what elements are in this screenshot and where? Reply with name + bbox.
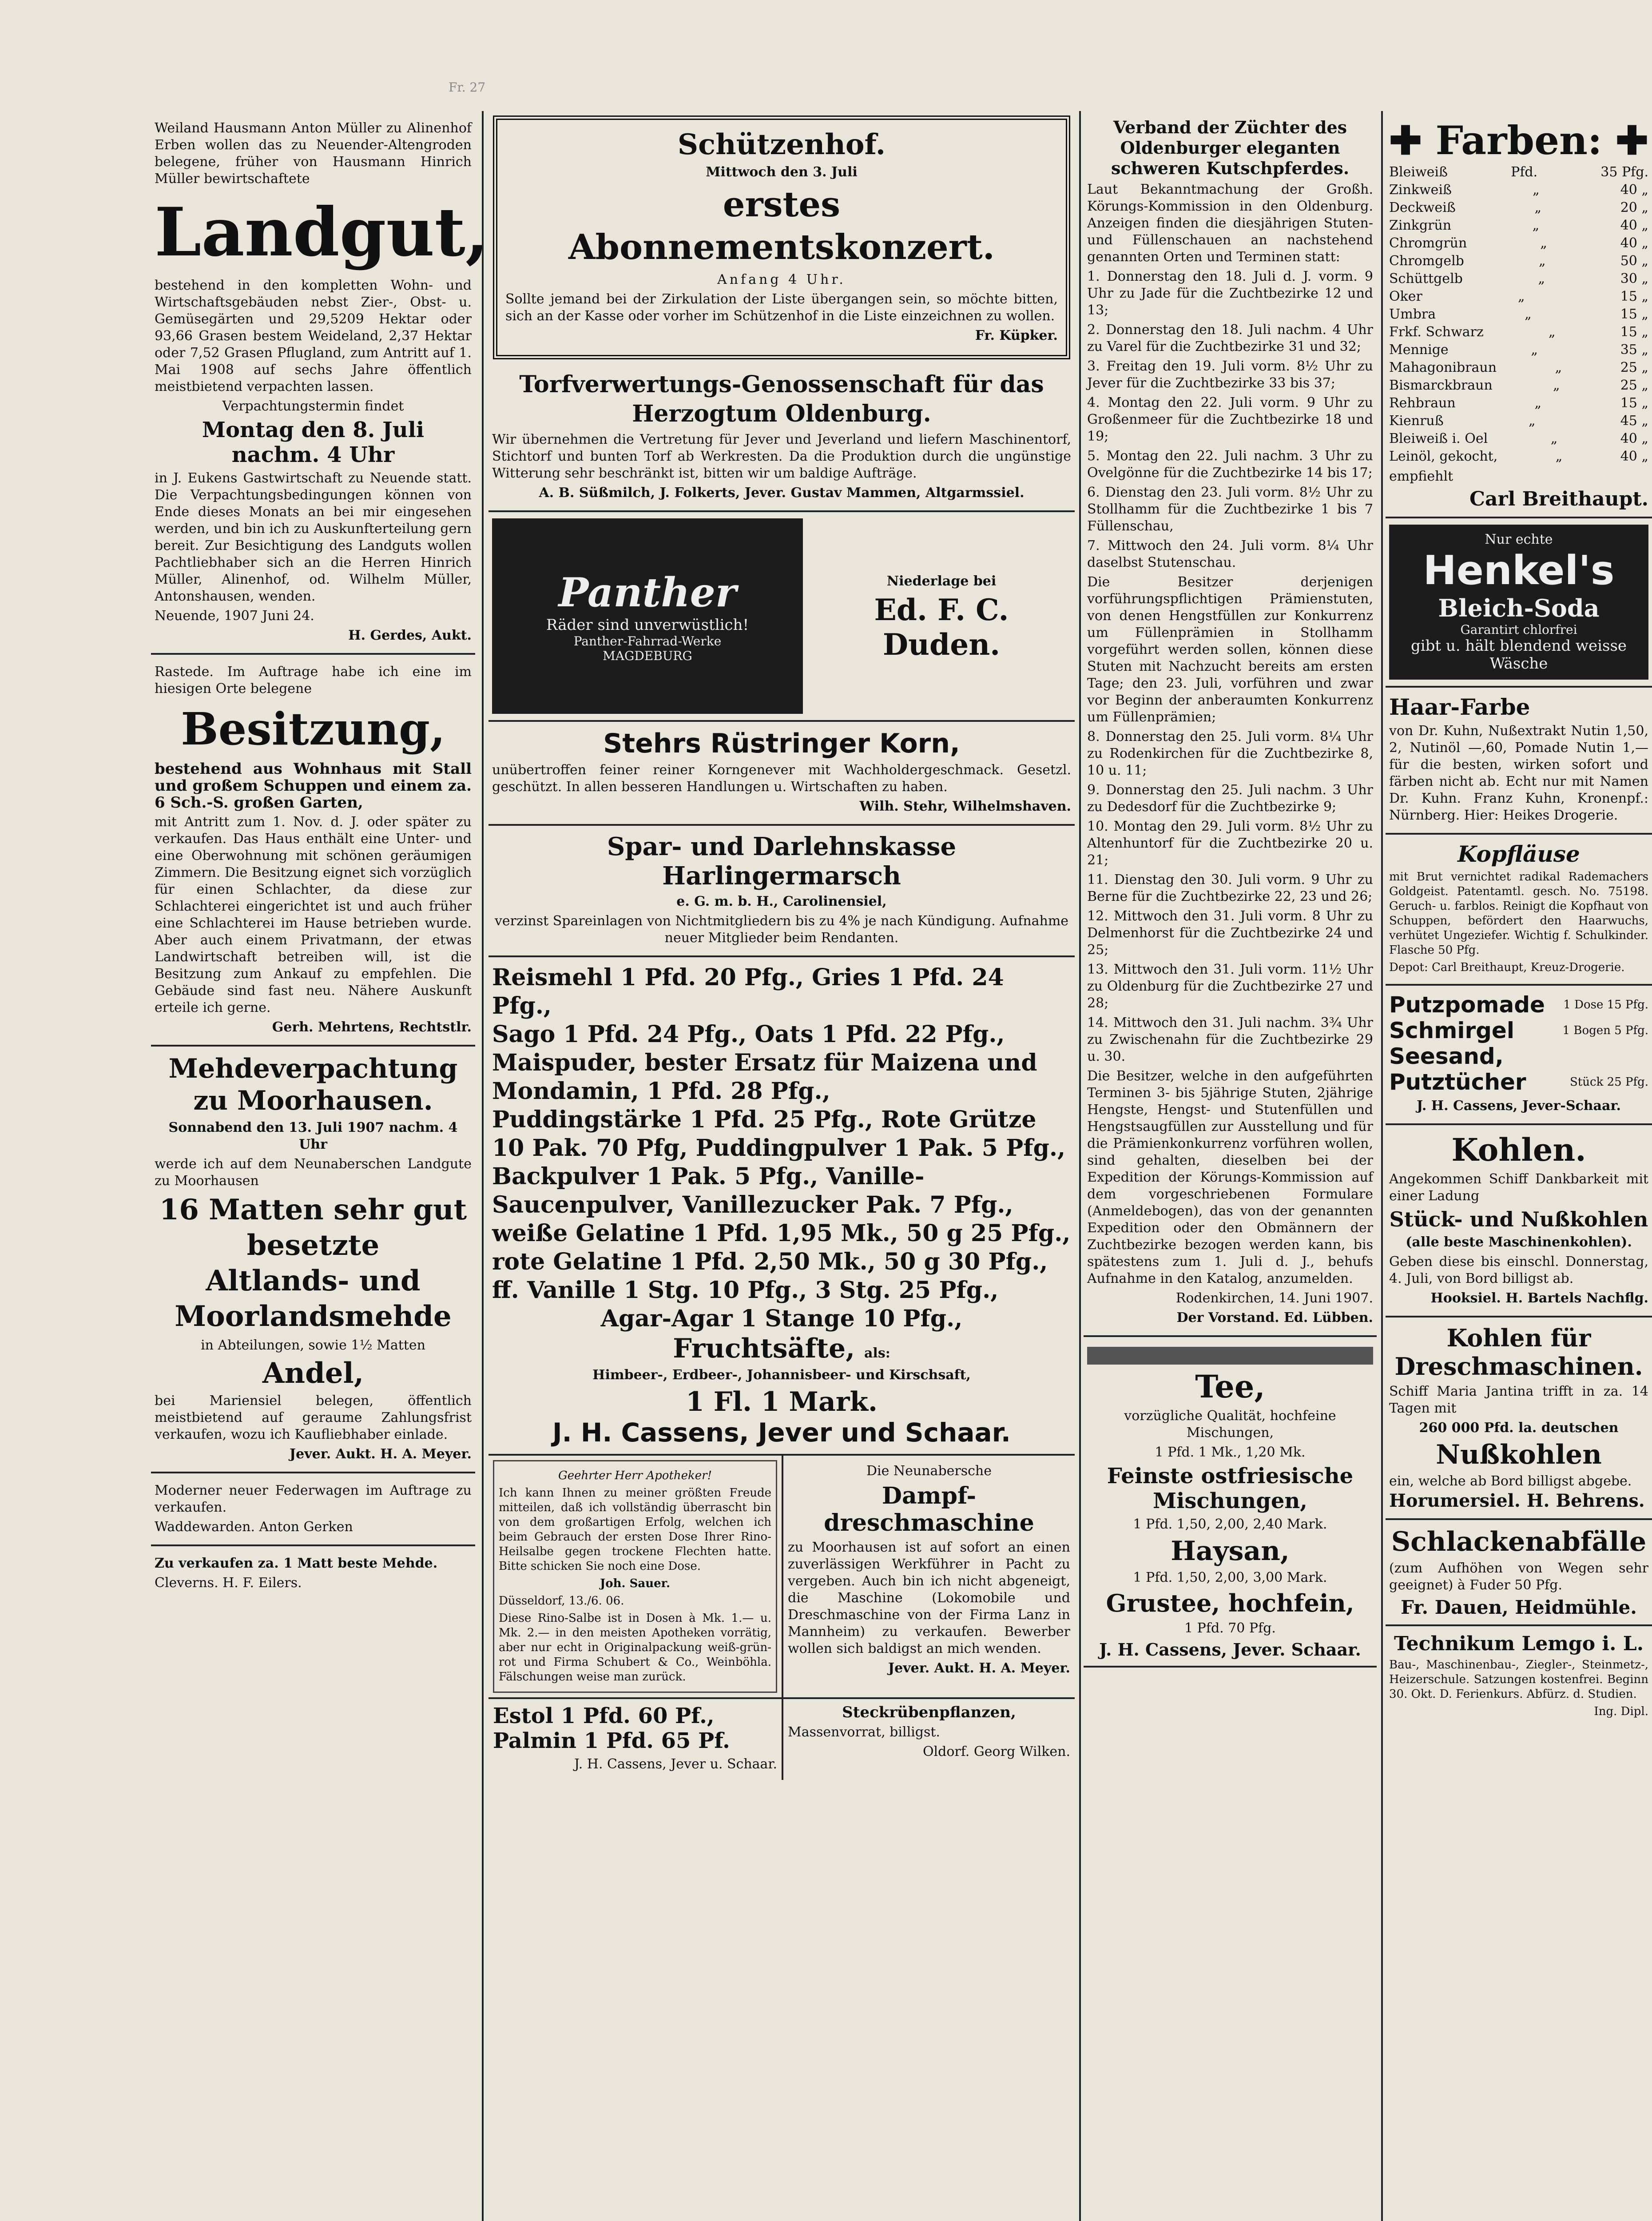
panther-slogan: Räder sind unverwüstlich!: [546, 616, 749, 634]
besitzung-ad: [151, 655, 475, 1047]
panther-illustration: [492, 518, 803, 714]
kohlen-big: Stück- und Nußkohlen: [1389, 1207, 1648, 1231]
federwagen-signature: Waddewarden. Anton Gerken: [155, 1519, 353, 1535]
farben-heading: [1389, 117, 1648, 163]
schuetzenhof-title: Schützenhof.: [677, 128, 886, 161]
schlacken-title: Schlackenabfälle: [1391, 1526, 1647, 1557]
column-rule: [1381, 111, 1383, 2221]
verband-body-3: Die Besitzer, welche in den aufgeführten Terminen 3- bis 5jährige Stuten, 2jährige Hengste, Hengst- und Stutenfüllen und Hengstsaugfüllen zur Ausstellung und für die Prämienkonkurrenz vorführen wollen, sind gehalten, dieselben bei der Expedition der Körungs-Kommission auf dem vorgeschriebenen Formulare (Anmeldebogen), das von der genannten Expedition oder den Obmännern der Zuchtbezirke bezogen werden kann, bis spätestens zum 1. Juli d. J., behufs Aufnahme in den Katalog, anzumelden.: [1087, 1068, 1373, 1286]
duden-pre: Niederlage bei: [886, 573, 997, 589]
dampf-ad: [783, 1456, 1075, 1697]
tee-sub: vorzügliche Qualität, hochfeine Mischungen,: [1124, 1408, 1336, 1441]
price-line: Sago 1 Pfd. 24 Pfg., Oats 1 Pfd. 22 Pfg.,: [492, 1021, 1005, 1048]
farbe-row: Schüttgelb „ 30 „: [1389, 271, 1648, 287]
tee-price-2: 1 Pfd. 1,50, 2,00, 2,40 Mark.: [1133, 1516, 1327, 1532]
dampf-signature: Jever. Aukt. H. A. Meyer.: [888, 1660, 1070, 1676]
federwagen-body: Moderner neuer Federwagen im Auftrage zu verkaufen.: [155, 1483, 472, 1515]
landgut-ad: [151, 111, 489, 655]
termin-item: 10. Montag den 29. Juli vorm. 8½ Uhr zu Altenhuntorf für die Zuchtbezirke 20 u. 21;: [1087, 819, 1373, 868]
dresch-signature: Horumersiel. H. Behrens.: [1389, 1490, 1645, 1511]
rino-ad: [488, 1456, 783, 1697]
cassens-signature: J. H. Cassens, Jever und Schaar.: [552, 1417, 1011, 1448]
tee-price-3: 1 Pfd. 1,50, 2,00, 3,00 Mark.: [1133, 1570, 1327, 1585]
stehr-ad: [488, 722, 1075, 826]
henkel-guarantee: Garantirt chlorfrei: [1460, 622, 1577, 637]
henkel-product: Bleich-Soda: [1438, 594, 1600, 622]
verband-signature: Der Vorstand. Ed. Lübben.: [1176, 1310, 1373, 1325]
price-line: Backpulver 1 Pak. 5 Pfg., Vanille-Saucenpulver, Vanillezucker Pak. 7 Pfg.,: [492, 1163, 1013, 1218]
besitzung-desc: bestehend aus Wohnhaus mit Stall und großem Schuppen und einem za. 6 Sch.-S. großen Garten,: [155, 760, 472, 812]
henkel-illustration: [1389, 525, 1648, 680]
dresch-amount: 260 000 Pfd. la. deutschen: [1419, 1420, 1619, 1436]
rino-signature: Joh. Sauer.: [600, 1577, 671, 1590]
verband-body-2: Die Besitzer derjenigen vorführungspflichtigen Prämienstuten, von denen Hengstfüllen zur Konkurrenz um Füllenprämien in Stollhamm vorgeführt werden sollen, können diese Stuten mit Nachzucht bereits am ersten Tage; den 23. Juli, vorführen und zwar vor Beginn der anberaumten Konkurrenz um Füllenprämien;: [1087, 574, 1373, 725]
termin-item: 3. Freitag den 19. Juli vorm. 8½ Uhr zu Jever für die Zuchtbezirke 33 bis 37;: [1087, 358, 1373, 391]
price-line: rote Gelatine 1 Pfd. 2,50 Mk., 50 g 30 Pfg.,: [492, 1248, 1048, 1275]
henkel-name: Henkel's: [1423, 547, 1615, 594]
farbe-row: Bismarckbraun „ 25 „: [1389, 378, 1648, 393]
price-line: ff. Vanille 1 Stg. 10 Pfg., 3 Stg. 25 Pfg.,: [492, 1277, 999, 1304]
palmin-price: Palmin 1 Pfd. 65 Pf.: [493, 1728, 730, 1753]
torf-ad: [488, 364, 1075, 512]
farbe-row: Frkf. Schwarz „ 15 „: [1389, 324, 1648, 340]
termin-item: 5. Montag den 22. Juli nachm. 3 Uhr zu Ovelgönne für die Zuchtbezirke 14 bis 17;: [1087, 448, 1373, 481]
price-line: Maispuder, bester Ersatz für Maizena und Mondamin, 1 Pfd. 28 Pfg.,: [492, 1049, 1037, 1105]
kopflaeuse-ad: [1386, 835, 1652, 986]
page-mark: Fr. 27: [449, 80, 486, 95]
panther-city: MAGDEBURG: [603, 649, 692, 663]
dresch-title: Kohlen für Dreschmaschinen.: [1394, 1324, 1643, 1381]
termin-item: 2. Donnerstag den 18. Juli nachm. 4 Uhr zu Varel für die Zuchtbezirke 31 und 32;: [1087, 322, 1373, 354]
column-rule: [1079, 111, 1081, 2221]
price-line: Agar-Agar 1 Stange 10 Pfg.,: [600, 1305, 963, 1332]
farben-foot: empfiehlt: [1389, 469, 1453, 484]
kopflaeuse-title: Kopfläuse: [1457, 841, 1580, 867]
farbe-row: Kienruß „ 45 „: [1389, 413, 1648, 429]
fruchtsaefte-als: als:: [864, 1345, 890, 1361]
duden-name: Ed. F. C. Duden.: [874, 593, 1009, 662]
lower-row: [488, 1456, 1075, 1697]
landgut-date-line: Neuende, 1907 Juni 24.: [155, 608, 314, 624]
landgut-body-2: in J. Eukens Gastwirtschaft zu Neuende statt. Die Verpachtungsbedingungen können von Ende dieses Monats an bei mir eingesehen werden, und bin ich zu Auskunfterteilung gern bereit. Zur Besichtigung des Landguts wollen Pachtliebhaber sich an die Herren Hinrich Müller, Alinenhof, od. Wilhelm Müller, Antonshausen, wenden.: [155, 470, 472, 604]
farbe-row: Bleiweiß i. Oel „ 40 „: [1389, 431, 1648, 446]
tee-price-4: 1 Pfd. 70 Pfg.: [1184, 1620, 1276, 1636]
cross-icon: ✚: [1616, 117, 1648, 163]
putz-row: Seesand,: [1389, 1043, 1504, 1069]
federwagen-ad: [151, 1473, 475, 1546]
column-1: [151, 111, 489, 2221]
termin-item: 13. Mittwoch den 31. Juli vorm. 11½ Uhr zu Oldenburg für die Zuchtbezirke 27 und 28;: [1087, 962, 1373, 1011]
fruchtsaefte-price: 1 Fl. 1 Mark.: [686, 1386, 878, 1417]
mehde-matten: 16 Matten sehr gut besetzte: [159, 1193, 467, 1262]
mehde-sale-body: Zu verkaufen za. 1 Matt beste Mehde.: [155, 1556, 438, 1571]
tee-top-bar: [1087, 1347, 1373, 1365]
besitzung-title: Besitzung,: [181, 703, 445, 755]
dresch-nuss: Nußkohlen: [1436, 1439, 1602, 1470]
cross-icon: ✚: [1389, 117, 1422, 163]
termin-item: 11. Dienstag den 30. Juli vorm. 9 Uhr zu Berne für die Zuchtbezirke 22, 23 und 26;: [1087, 872, 1373, 904]
farbe-row: Deckweiß „ 20 „: [1389, 200, 1648, 215]
mehde-sale-signature: Cleverns. H. F. Eilers.: [155, 1575, 302, 1591]
sparkasse-title: Spar- und Darlehnskasse Harlingermarsch: [607, 832, 957, 891]
besitzung-intro: Rastede. Im Auftrage habe ich eine im hiesigen Orte belegene: [155, 664, 472, 697]
termin-item: 4. Montag den 22. Juli vorm. 9 Uhr zu Großenmeer für die Zuchtbezirke 18 und 19;: [1087, 395, 1373, 444]
tee-grustee: Grustee, hochfein,: [1106, 1589, 1354, 1617]
kopflaeuse-depot: Depot: Carl Breithaupt, Kreuz-Drogerie.: [1389, 961, 1625, 974]
dresch-body: Schiff Maria Jantina trifft in za. 14 Tagen mit: [1389, 1384, 1648, 1416]
mehde-andel: Andel,: [262, 1357, 364, 1390]
tee-ad: [1084, 1337, 1377, 1668]
schlacken-body: (zum Aufhöhen von Wegen sehr geeignet) à Fuder 50 Pfg.: [1389, 1560, 1648, 1593]
mehde-title: Mehdeverpachtung zu Moorhausen.: [168, 1053, 458, 1116]
farbe-row: Zinkweiß „ 40 „: [1389, 182, 1648, 198]
termin-item: 7. Mittwoch den 24. Juli vorm. 8¼ Uhr daselbst Stutenschau.: [1087, 538, 1373, 570]
tee-title: Tee,: [1195, 1368, 1265, 1405]
newspaper-page: [44, 62, 1648, 2221]
besitzung-body: mit Antritt zum 1. Nov. d. J. oder später zu verkaufen. Das Haus enthält eine Unter- und eine Oberwohnung mit schönen geräumigen Zimmern. Die Besitzung eignet sich vorzüglich für einen Schlachter, da diese zur Schlachterei eingerichtet ist und auch früher eine Schlachterei im Hause betrieben wurde. Aber auch einem Privatmann, der etwas Landwirtschaft betreiben will, ist die Besitzung zum Ankauf zu empfehlen. Die Gebäude sind fast neu. Nähere Auskunft erteile ich gerne.: [155, 814, 472, 1015]
haarfarbe-body: von Dr. Kuhn, Nußextrakt Nutin 1,50, 2, Nutinöl —,60, Pomade Nutin 1,— für die besten, wirken sofort und färben nicht ab. Echt nur mit Namen Dr. Kuhn. Franz Kuhn, Kronenpf.: Nürnberg. Hier: Heikes Drogerie.: [1389, 723, 1648, 823]
tee-haysan: Haysan,: [1171, 1536, 1290, 1567]
dresch-kohlen-ad: [1386, 1317, 1652, 1520]
haarfarbe-label: Haar-Farbe: [1389, 694, 1530, 720]
technikum-signature: Ing. Dipl.: [1594, 1705, 1648, 1718]
steck-body: Massenvorrat, billigst.: [788, 1724, 940, 1740]
technikum-body: Bau-, Maschinenbau-, Ziegler-, Steinmetz-, Heizerschule. Satzungen kostenfrei. Beginn 30. Okt. D. Ferienkurs. Abfürz. d. Studien.: [1389, 1658, 1648, 1701]
dampf-intro: Die Neunabersche: [866, 1463, 992, 1479]
rino-foot: Diese Rino-Salbe ist in Dosen à Mk. 1.— u. Mk. 2.— in den meisten Apotheken vorrätig, aber nur echt in Originalpackung weiß-grün-rot und Firma Schubert & Co., Weinböhla. Fälschungen weise man zurück.: [499, 1612, 771, 1684]
panther-works: Panther-Fahrrad-Werke: [573, 634, 722, 649]
mehde-body-2: in Abteilungen, sowie 1½ Matten: [201, 1337, 425, 1353]
schuetzenhof-date: Mittwoch den 3. Juli: [706, 164, 858, 180]
verband-place: Rodenkirchen, 14. Juni 1907.: [1175, 1290, 1373, 1306]
panther-ad: [488, 512, 1075, 722]
landgut-title: Landgut,: [155, 193, 489, 271]
putz-row: Schmirgel 1 Bogen 5 Pfg.: [1389, 1018, 1648, 1043]
farbe-row: Rehbraun „ 15 „: [1389, 395, 1648, 411]
farbe-row: Chromgelb „ 50 „: [1389, 253, 1648, 269]
dresch-body-2: ein, welche ab Bord billigst abgebe.: [1389, 1473, 1632, 1489]
landgut-intro: Weiland Hausmann Anton Müller zu Alinenhof Erben wollen das zu Neuender-Altengroden belegene, früher von Hausmann Hinrich Müller bewirtschaftete: [155, 120, 472, 187]
mehde-date: Sonnabend den 13. Juli 1907 nachm. 4 Uhr: [168, 1120, 458, 1152]
putz-ad: [1386, 986, 1652, 1125]
stehr-body: unübertroffen feiner reiner Korngenever mit Wachholdergeschmack. Gesetzl. geschützt. In allen besseren Handlungen u. Wirtschaften zu haben.: [492, 762, 1071, 795]
tee-fein: Feinste ostfriesische Mischungen,: [1107, 1464, 1354, 1513]
verband-title: Verband der Züchter des Oldenburger eleganten schweren Kutschpferdes.: [1111, 117, 1350, 178]
putz-row: Putztücher Stück 25 Pfg.: [1389, 1069, 1648, 1095]
kopflaeuse-body: mit Brut vernichtet radikal Rademachers Goldgeist. Patentamtl. gesch. No. 75198. Geruch- u. farblos. Reinigt die Kopfhaut von Schuppen, befördert den Haarwuchs, verhütet Ungeziefer. Wichtig f. Schulkinder. Flasche 50 Pfg.: [1389, 870, 1648, 957]
mehde-body-3: bei Mariensiel belegen, öffentlich meistbietend auf geraume Zahlungsfrist verkaufen, wozu ich Kaufliebhaber einlade.: [155, 1393, 472, 1442]
farbe-row: Zinkgrün „ 40 „: [1389, 218, 1648, 233]
column-4: [1386, 111, 1652, 2221]
torf-title: Torfverwertungs-Genossenschaft für das Herzogtum Oldenburg.: [519, 371, 1044, 427]
landgut-time: nachm. 4 Uhr: [231, 442, 395, 467]
farbe-row: Mennige „ 35 „: [1389, 342, 1648, 358]
termin-item: 6. Dienstag den 23. Juli vorm. 8½ Uhr zu Stollhamm für die Zuchtbezirke 1 bis 7 Füllenschau,: [1087, 485, 1373, 534]
putz-signature: J. H. Cassens, Jever-Schaar.: [1417, 1098, 1621, 1114]
schlacken-signature: Fr. Dauen, Heidmühle.: [1401, 1596, 1637, 1618]
henkel-claim: gibt u. hält blendend weisse Wäsche: [1410, 637, 1627, 673]
price-line: weiße Gelatine 1 Pfd. 1,95 Mk., 50 g 25 Pfg.,: [492, 1220, 1071, 1247]
schuetzenhof-body: Sollte jemand bei der Zirkulation der Liste übergangen sein, so möchte bitten, sich an der Kasse oder vorher im Schützenhof in die Liste einzeichnen zu wollen.: [505, 291, 1058, 324]
column-3: [1084, 111, 1377, 2221]
farbe-row: Leinöl, gekocht, „ 40 „: [1389, 449, 1648, 464]
kohlen-signature: Hooksiel. H. Bartels Nachflg.: [1430, 1290, 1648, 1306]
kohlen-body-2: Geben diese bis einschl. Donnerstag, 4. Juli, von Bord billigst ab.: [1389, 1254, 1648, 1286]
landgut-body: bestehend in den kompletten Wohn- und Wirtschaftsgebäuden nebst Zier-, Obst- u. Gemüsegärten und 29,5209 Hektar oder 93,66 Grasen bestem Weideland, 2,37 Hektar oder 7,52 Grasen Pflugland, zum Antritt auf 1. Mai 1908 auf sechs Jahre öffentlich meistbietend verpachten lassen.: [155, 278, 472, 394]
landgut-date: Montag den 8. Juli: [202, 418, 425, 442]
estol-ad: [488, 1699, 783, 1780]
termin-item: 12. Mittwoch den 31. Juli vorm. 8 Uhr zu Delmenhorst für die Zuchtbezirke 24 und 25;: [1087, 908, 1373, 958]
estol-signature: J. H. Cassens, Jever u. Schaar.: [574, 1756, 777, 1772]
termin-item: 1. Donnerstag den 18. Juli d. J. vorm. 9 Uhr zu Jade für die Zuchtbezirke 12 und 13;: [1087, 269, 1373, 318]
henkel-top: Nur echte: [1485, 532, 1553, 547]
mehde-sale-ad: [151, 1546, 475, 1600]
technikum-ad: [1386, 1626, 1652, 1728]
steck-signature: Oldorf. Georg Wilken.: [922, 1744, 1070, 1759]
torf-signature: A. B. Süßmilch, J. Folkerts, Jever. Gustav Mammen, Altgarmssiel.: [539, 485, 1025, 501]
termin-item: 9. Donnerstag den 25. Juli nachm. 3 Uhr zu Dedesdorf für die Zuchtbezirke 9;: [1087, 782, 1373, 815]
panther-logo: Panther: [558, 569, 737, 616]
dampf-body: zu Moorhausen ist auf sofort an einen zuverlässigen Werkführer in Pacht zu vergeben. Auch bin ich nicht abgeneigt, die Maschine (Lokomobile und Dreschmaschine von der Firma Lanz in Mannheim) zu verkaufen. Bewerber wollen sich baldigst an mich wenden.: [788, 1540, 1070, 1656]
steck-title: Steckrübenpflanzen,: [842, 1704, 1016, 1721]
landgut-signature: H. Gerdes, Aukt.: [348, 628, 472, 643]
haarfarbe-ad: [1386, 688, 1652, 835]
tee-signature: J. H. Cassens, Jever. Schaar.: [1099, 1640, 1361, 1660]
column-2: [488, 111, 1075, 2221]
farbe-row: Chromgrün „ 40 „: [1389, 235, 1648, 251]
rino-head: Geehrter Herr Apotheker!: [558, 1469, 712, 1482]
estol-price: Estol 1 Pfd. 60 Pf.,: [493, 1704, 715, 1728]
termin-item: 14. Mittwoch den 31. Juli nachm. 3¾ Uhr zu Zwischenahn für die Zuchtbezirke 29 u. 30.: [1087, 1015, 1373, 1064]
farbe-row: Oker „ 15 „: [1389, 289, 1648, 304]
kohlen-title: Kohlen.: [1451, 1131, 1586, 1168]
torf-body: Wir übernehmen die Vertretung für Jever und Jeverland und liefern Maschinentorf, Stichtorf und bunten Torf ab Werkresten. Da die Produktion durch die ungünstige Witterung sehr beschränkt ist, bitten wir um baldige Aufträge.: [492, 432, 1071, 481]
schuetzenhof-event: erstes Abonnementskonzert.: [568, 184, 995, 267]
cassens-price-ad: [488, 957, 1075, 1456]
schlacken-ad: [1386, 1520, 1652, 1626]
tee-price-1: 1 Pfd. 1 Mk., 1,20 Mk.: [1155, 1445, 1306, 1460]
kohlen-body: Angekommen Schiff Dankbarkeit mit einer Ladung: [1389, 1171, 1648, 1204]
price-line: Puddingstärke 1 Pfd. 25 Pfg., Rote Grütze 10 Pak. 70 Pfg, Puddingpulver 1 Pak. 5 Pfg.,: [492, 1106, 1066, 1162]
dampf-title: Dampf-dreschmaschine: [824, 1482, 1034, 1536]
technikum-title: Technikum Lemgo i. L.: [1394, 1632, 1644, 1655]
mehde-ad: [151, 1047, 475, 1473]
stehr-title: Stehrs Rüstringer Korn,: [603, 728, 960, 759]
kohlen-sub: (alle beste Maschinenkohlen).: [1406, 1234, 1632, 1250]
duden-block: [812, 570, 1071, 662]
kohlen-ad: [1386, 1125, 1652, 1317]
schuetzenhof-start: Anfang 4 Uhr.: [717, 272, 846, 287]
rino-body: Ich kann Ihnen zu meiner größten Freude mitteilen, daß ich vollständig überrascht bin von dem großartigen Erfolg, welchen ich beim Gebrauch der ersten Dose Ihrer Rino-Heilsalbe gegen trockene Flechten hatte. Bitte schicken Sie noch eine Dose.: [499, 1486, 771, 1573]
sparkasse-sub: e. G. m. b. H., Carolinensiel,: [676, 894, 887, 909]
landgut-termin: Verpachtungstermin findet: [222, 398, 404, 414]
sparkasse-ad: [488, 826, 1075, 957]
farben-ad: [1386, 111, 1652, 518]
fruchtsaefte-kinds: Himbeer-, Erdbeer-, Johannisbeer- und Kirschsaft,: [592, 1367, 971, 1383]
verband-ad: [1084, 111, 1377, 1337]
farben-list: [1389, 163, 1648, 466]
column-rule: [482, 111, 484, 2221]
verband-body: Laut Bekanntmachung der Großh. Körungs-Kommission in den Oldenburg. Anzeigen finden die diesjährigen Stuten- und Füllenschauen an nachstehend genannten Orten und Terminen statt:: [1087, 182, 1373, 265]
henkel-ad: [1386, 518, 1652, 688]
price-line: Reismehl 1 Pfd. 20 Pfg., Gries 1 Pfd. 24 Pfg.,: [492, 964, 1004, 1019]
stehr-signature: Wilh. Stehr, Wilhelmshaven.: [859, 799, 1071, 814]
schuetzenhof-signature: Fr. Küpker.: [975, 328, 1058, 343]
farbe-row: Bleiweiß Pfd. 35 Pfg.: [1389, 164, 1648, 180]
farben-title: Farben:: [1435, 117, 1602, 163]
mehde-type: Altlands- und Moorlandsmehde: [175, 1264, 452, 1333]
farbe-row: Mahagonibraun „ 25 „: [1389, 360, 1648, 375]
rino-place: Düsseldorf, 13./6. 06.: [499, 1594, 624, 1608]
sparkasse-body: verzinst Spareinlagen von Nichtmitgliedern bis zu 4% je nach Kündigung. Aufnahme neuer Mitglieder beim Rendanten.: [494, 913, 1069, 946]
bottom-row: [488, 1697, 1075, 1780]
termin-item: 8. Donnerstag den 25. Juli vorm. 8¼ Uhr zu Rodenkirchen für die Zuchtbezirke 8, 10 u. 11;: [1087, 729, 1373, 778]
schuetzenhof-ad: [493, 115, 1070, 359]
putz-row: Putzpomade 1 Dose 15 Pfg.: [1389, 992, 1648, 1018]
farben-signature: Carl Breithaupt.: [1469, 488, 1648, 510]
fruchtsaefte-title: Fruchtsäfte,: [673, 1333, 855, 1364]
mehde-signature: Jever. Aukt. H. A. Meyer.: [289, 1446, 472, 1462]
farbe-row: Umbra „ 15 „: [1389, 306, 1648, 322]
steck-ad: [783, 1699, 1075, 1780]
mehde-body: werde ich auf dem Neunaberschen Landgute zu Moorhausen: [155, 1156, 472, 1189]
besitzung-signature: Gerh. Mehrtens, Rechtstlr.: [272, 1019, 472, 1035]
